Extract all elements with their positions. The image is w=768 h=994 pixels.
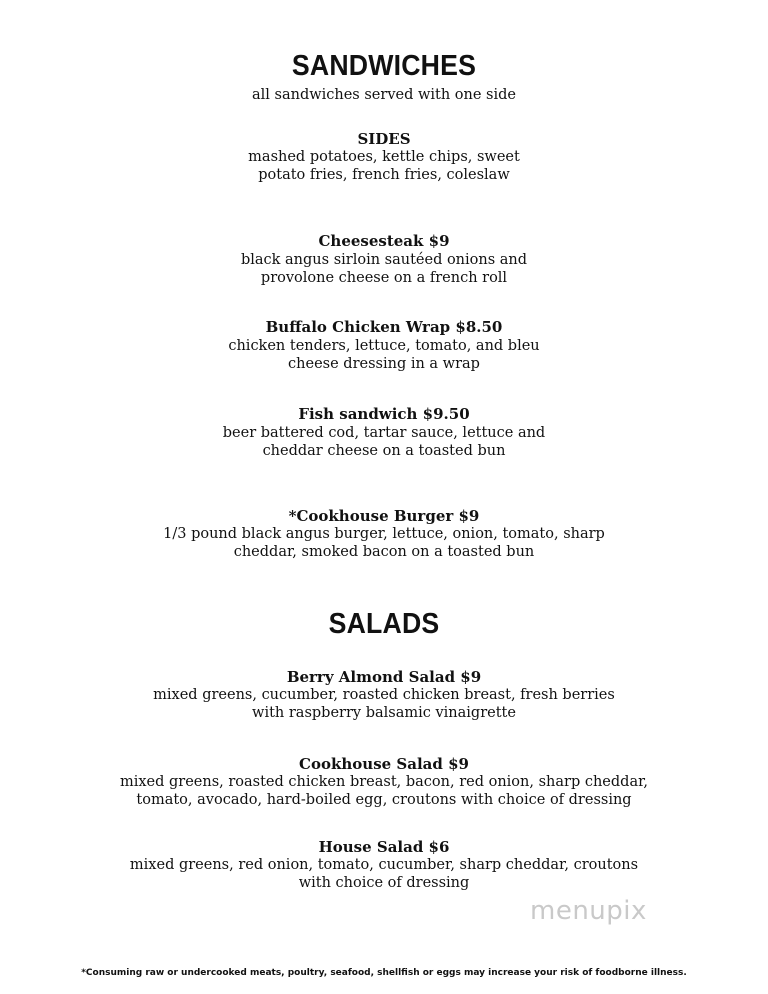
description-line: mixed greens, red onion, tomato, cucumber, sharp cheddar, croutons	[129, 857, 639, 873]
menupix-watermark: menupix	[530, 896, 647, 926]
description-line: mixed greens, cucumber, roasted chicken breast, fresh berries	[153, 687, 615, 703]
menu-item-description	[0, 856, 768, 892]
sandwiches-heading: SANDWICHES	[291, 50, 477, 82]
description-line: chicken tenders, lettuce, tomato, and bleu	[228, 338, 540, 354]
menu-item-description	[0, 773, 768, 809]
menu-item-description	[0, 525, 768, 561]
description-line: mixed greens, roasted chicken breast, bacon, red onion, sharp cheddar,	[119, 774, 649, 790]
description-line: cheddar, smoked bacon on a toasted bun	[233, 544, 535, 560]
menu-item-title: Fish sandwich $9.50	[298, 405, 470, 423]
menu-item-title: Buffalo Chicken Wrap $8.50	[265, 318, 503, 336]
menu-item-description	[0, 337, 768, 373]
sides-description	[0, 148, 768, 184]
menu-item-title: Cookhouse Salad $9	[299, 755, 469, 773]
menu-item-title: Cheesesteak $9	[318, 232, 450, 250]
sides-heading: SIDES	[357, 130, 411, 148]
description-line: provolone cheese on a french roll	[260, 270, 508, 286]
description-line: beer battered cod, tartar sauce, lettuce and	[222, 425, 546, 441]
description-line: with choice of dressing	[298, 875, 470, 891]
description-line: cheddar cheese on a toasted bun	[262, 443, 506, 459]
salads-heading: SALADS	[328, 608, 440, 640]
menu-item-title: *Cookhouse Burger $9	[288, 507, 480, 525]
description-line: black angus sirloin sautéed onions and	[240, 252, 528, 268]
allergy-footnote: *Consuming raw or undercooked meats, poultry, seafood, shellfish or eggs may increase your risk of foodborne illness.	[81, 968, 687, 978]
description-line: cheese dressing in a wrap	[288, 356, 480, 372]
sides-line: potato fries, french fries, coleslaw	[258, 167, 510, 183]
description-line: tomato, avocado, hard-boiled egg, croutons with choice of dressing	[136, 792, 632, 808]
description-line: with raspberry balsamic vinaigrette	[252, 705, 516, 721]
menu-item-title: Berry Almond Salad $9	[286, 668, 482, 686]
description-line: 1/3 pound black angus burger, lettuce, onion, tomato, sharp	[163, 526, 605, 542]
menu-item-description	[0, 251, 768, 287]
menu-item-description	[0, 686, 768, 722]
menu-item-description	[0, 424, 768, 460]
menu-item-title: House Salad $6	[318, 838, 450, 856]
sandwiches-subtitle: all sandwiches served with one side	[251, 87, 517, 103]
sides-line: mashed potatoes, kettle chips, sweet	[248, 149, 520, 165]
